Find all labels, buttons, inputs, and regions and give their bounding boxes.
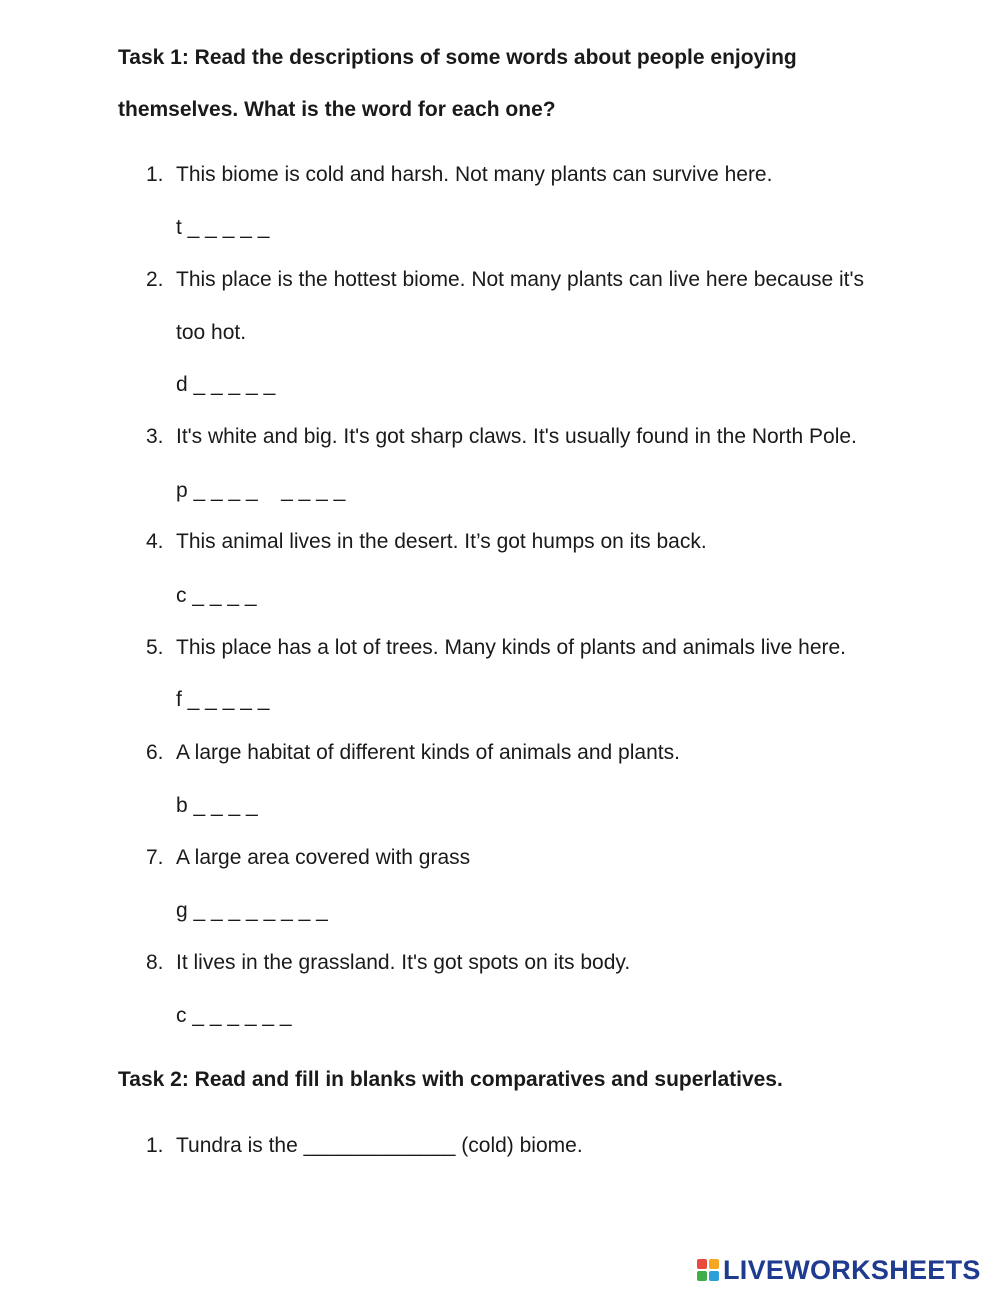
question-text: This place is the hottest biome. Not many plants can live here because it's <box>176 268 865 291</box>
question-number: 8. <box>146 951 164 974</box>
question-number: 2. <box>146 268 164 291</box>
logo-block <box>709 1259 719 1269</box>
question-number: 5. <box>146 636 164 659</box>
answer-blank[interactable]: c _ _ _ _ <box>176 584 257 607</box>
question-number: 1. <box>146 1134 164 1157</box>
question-text: A large area covered with grass <box>176 846 471 869</box>
question-text: A large habitat of different kinds of animals and plants. <box>176 741 680 764</box>
question-text-continued: too hot. <box>176 321 247 344</box>
question-text[interactable]: Tundra is the _____________ (cold) biome. <box>176 1134 583 1157</box>
logo-text: LIVEWORKSHEETS <box>723 1254 981 1285</box>
answer-blank[interactable]: f _ _ _ _ _ <box>176 688 270 711</box>
answer-blank[interactable]: c _ _ _ _ _ _ <box>176 1004 292 1027</box>
question-number: 1. <box>146 163 164 186</box>
logo-block <box>697 1259 707 1269</box>
logo-block <box>697 1271 707 1281</box>
question-text: It lives in the grassland. It's got spots on its body. <box>176 951 631 974</box>
answer-blank[interactable]: g _ _ _ _ _ _ _ _ <box>176 899 328 922</box>
question-number: 6. <box>146 741 164 764</box>
question-number: 3. <box>146 425 164 448</box>
task1-title-line1: Task 1: Read the descriptions of some words about people enjoying <box>118 46 797 69</box>
question-text: It's white and big. It's got sharp claws. It's usually found in the North Pole. <box>176 425 857 448</box>
answer-blank[interactable]: t _ _ _ _ _ <box>176 216 270 239</box>
question-number: 7. <box>146 846 164 869</box>
question-text: This place has a lot of trees. Many kinds of plants and animals live here. <box>176 636 847 659</box>
logo-blocks-icon <box>697 1259 719 1281</box>
answer-blank[interactable]: p _ _ _ _ _ _ _ _ <box>176 479 346 502</box>
question-number: 4. <box>146 530 164 553</box>
task2-title: Task 2: Read and fill in blanks with comparatives and superlatives. <box>118 1068 783 1091</box>
question-text: This biome is cold and harsh. Not many plants can survive here. <box>176 163 773 186</box>
question-text: This animal lives in the desert. It’s got humps on its back. <box>176 530 707 553</box>
answer-blank[interactable]: b _ _ _ _ <box>176 794 258 817</box>
liveworksheets-logo[interactable] <box>697 1253 981 1287</box>
logo-block <box>709 1271 719 1281</box>
task1-title-line2: themselves. What is the word for each one? <box>118 98 556 121</box>
answer-blank[interactable]: d _ _ _ _ _ <box>176 373 276 396</box>
